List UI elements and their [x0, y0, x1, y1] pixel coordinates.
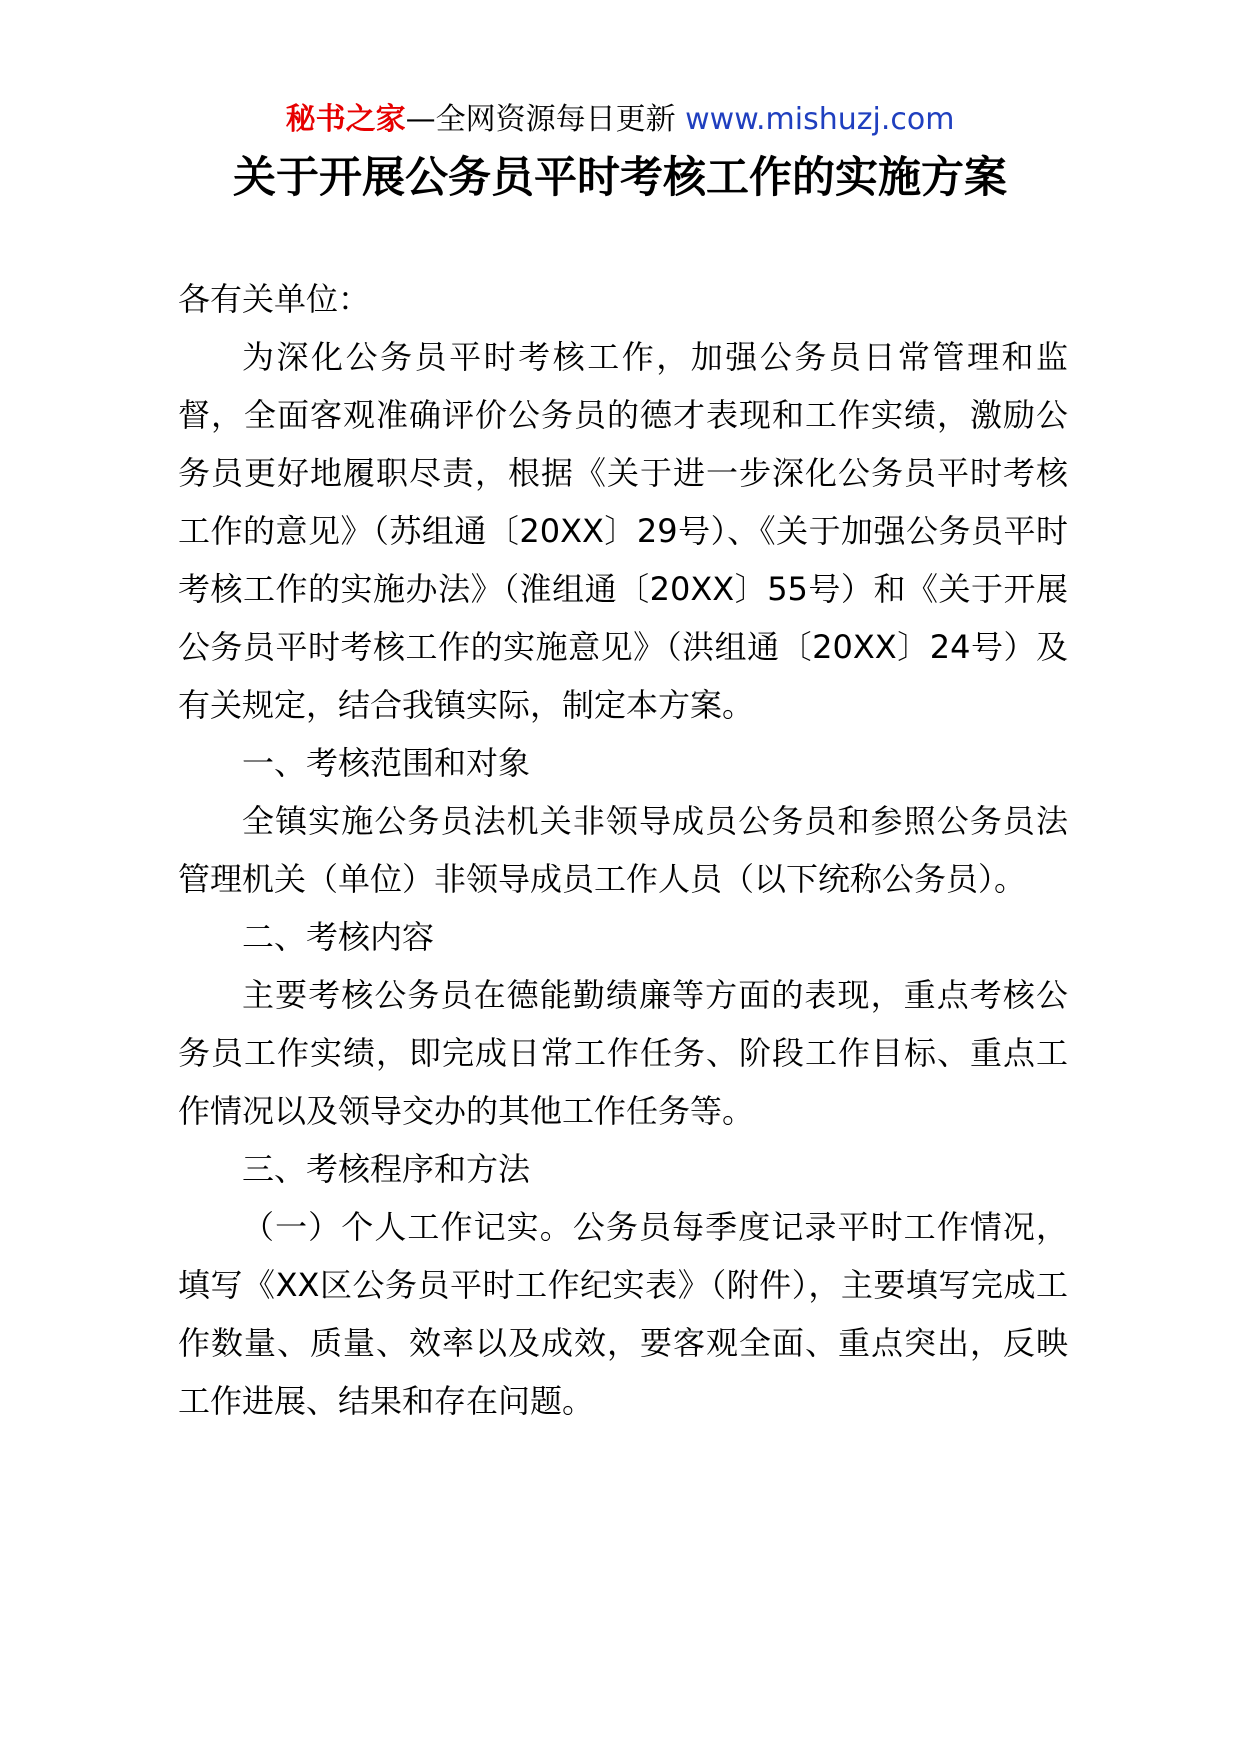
section-heading-procedure: 三、考核程序和方法 [242, 1150, 531, 1188]
salutation: 各有关单位： [178, 280, 371, 318]
document-body [178, 270, 1068, 1430]
section-paragraph-procedure-1: （一）个人工作记实。公务员每季度记录平时工作情况，填写《XX区公务员平时工作纪实表》（附件），主要填写完成工作数量、质量、效率以及成效，要客观全面、重点突出，反映工作进展、结果和存在问题。 [178, 1208, 1068, 1420]
site-tagline: —全网资源每日更新 [405, 102, 686, 137]
document-title: 关于开展公务员平时考核工作的实施方案 [233, 153, 1007, 203]
site-header [0, 100, 1240, 140]
section-paragraph-content: 主要考核公务员在德能勤绩廉等方面的表现，重点考核公务员工作实绩，即完成日常工作任务、阶段工作目标、重点工作情况以及领导交办的其他工作任务等。 [178, 976, 1068, 1130]
section-heading-content: 二、考核内容 [242, 918, 435, 956]
site-url-link[interactable]: www.mishuzj.com [685, 102, 955, 137]
section-heading-scope: 一、考核范围和对象 [242, 744, 531, 782]
intro-paragraph: 为深化公务员平时考核工作，加强公务员日常管理和监督，全面客观准确评价公务员的德才表现和工作实绩，激励公务员更好地履职尽责，根据《关于进一步深化公务员平时考核工作的意见》（苏组通〔20XX〕29号）、《关于加强公务员平时考核工作的实施办法》（淮组通〔20XX〕55号）和《关于开展公务员平时考核工作的实施意见》（洪组通〔20XX〕24号）及有关规定，结合我镇实际，制定本方案。 [178, 338, 1068, 724]
section-paragraph-scope: 全镇实施公务员法机关非领导成员公务员和参照公务员法管理机关（单位）非领导成员工作人员（以下统称公务员）。 [178, 802, 1068, 898]
site-brand: 秘书之家 [285, 102, 406, 137]
